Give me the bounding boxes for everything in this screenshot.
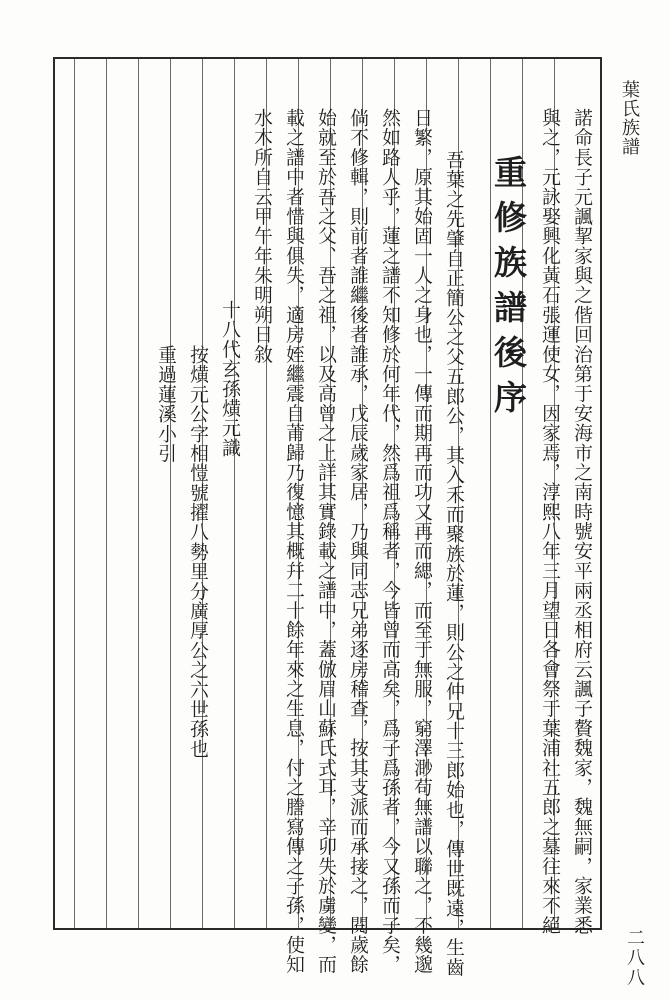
body-column: 倘不修輯，則前者誰繼後者誰承，戊辰歲家居，乃與同志兄弟逐房稽查，按其支派而承接之，閱歲餘 — [347, 108, 368, 975]
signature: 十八代玄孫熿元識 — [219, 300, 240, 458]
section-title: 重修族譜後序 — [489, 155, 528, 425]
body-column: 日繁，原其始固一人之身也，一傳而期再而功又再而緦，而至于無服，窮澤渺苟無譜以聯之，不幾邈 — [411, 108, 432, 975]
column-rule — [74, 59, 75, 928]
body-column: 水木所自云甲午年朱明朔日敘 — [251, 108, 272, 364]
column-rule — [170, 59, 171, 928]
running-title: 葉氏族譜 — [619, 80, 640, 156]
body-column: 載之譜中者惜與俱失，適房姪繼震自莆歸乃復憶其概幷二十餘年來之生息，付之謄寫傳之子孫，使知 — [283, 108, 304, 975]
next-section-title: 重過蓮溪小引 — [155, 345, 176, 464]
body-column: 始就至於吾之父、吾之祖，以及高曾之上詳其實錄載之譜中，蓋倣眉山蘇氏式耳，辛卯失於虜變，而 — [315, 108, 336, 975]
page-number: 二八八 — [624, 928, 645, 988]
text-column: 與之，元詠娶興化黃石張運使女，因家焉，淳熙八年三月望日各會祭于葉浦社五郎之墓往來不絕 — [539, 108, 560, 935]
lineage-note: 按熿元公字相愷號擢八勢里分廣厚公之六世孫也 — [187, 345, 208, 759]
column-rule — [106, 59, 107, 928]
column-rule — [138, 59, 139, 928]
body-column: 吾葉之先肇自正簡公之父五郎公，其入禾而聚族於蓮，則公之仲兄十三郎始也，傳世既遠，生齒 — [443, 150, 464, 977]
body-column: 然如路人乎，蓮之譜不知修於何年代，然爲祖爲稱者，今皆曾而高矣，爲子爲孫者，今又孫而子矣， — [379, 108, 400, 975]
text-column: 諾命長子元諷挈家與之偕回治第于安海市之南時號安平兩丞相府云諷子贅魏家，魏無嗣，家業悉 — [571, 108, 592, 935]
column-rule — [234, 59, 235, 928]
